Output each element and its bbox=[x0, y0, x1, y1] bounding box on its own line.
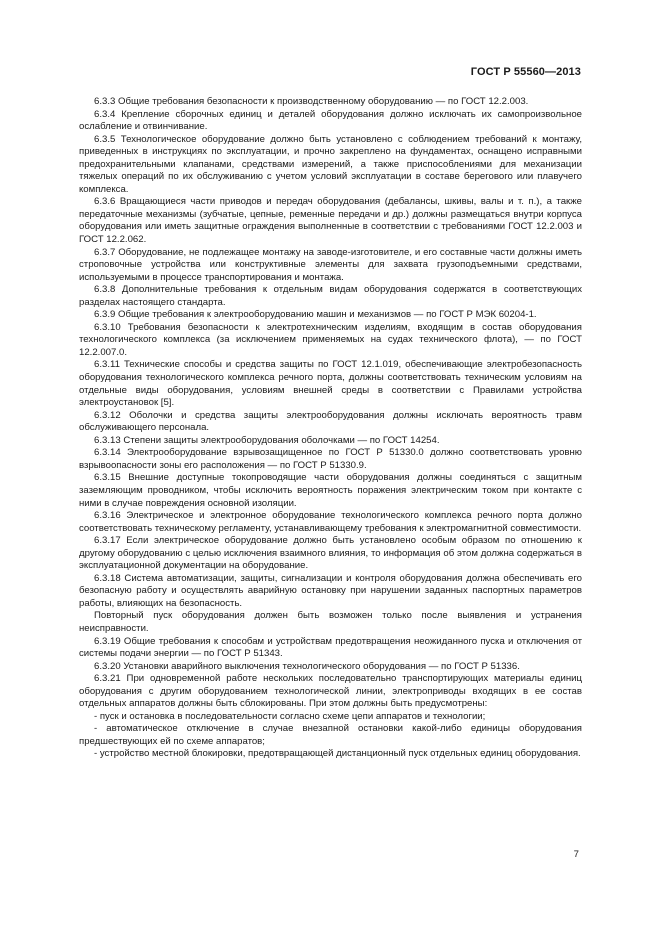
paragraph-6-3-20: 6.3.20 Установки аварийного выключения технологического оборудования — по ГОСТ Р 51336. bbox=[94, 660, 520, 672]
list-item: - автоматическое отключение в случае внезапной остановки какой-либо единицы оборудования предшествующих ей по схеме аппаратов; bbox=[79, 723, 582, 747]
paragraph-6-3-18: 6.3.18 Система автоматизации, защиты, сигнализации и контроля оборудования должна обеспечивать его безопасную работу и осуществлять аварийную остановку при нарушении заданных паспортных параметров работы, влияющих на безопасность. bbox=[79, 572, 582, 609]
paragraph-6-3-6: 6.3.6 Вращающиеся части приводов и передач оборудования (дебалансы, шкивы, валы и т. п.), а также передаточные механизмы (зубчатые, цепные, ременные передачи и др.) должны размещаться внутри корпуса оборудования или иметь защитные ограждения выполненные в соответствии с требованиями ГОСТ 12.2.003 и ГОСТ 12.2.062. bbox=[79, 196, 582, 246]
paragraph-6-3-16: 6.3.16 Электрическое и электронное оборудование технологического комплекса речного порта должно соответствовать техническому регламенту, устанавливающему требования к электромагнитной совместимости. bbox=[79, 510, 582, 534]
paragraph-6-3-3: 6.3.3 Общие требования безопасности к производственному оборудованию — по ГОСТ 12.2.003. bbox=[94, 96, 529, 107]
document-body bbox=[79, 96, 582, 761]
paragraph-6-3-11: 6.3.11 Технические способы и средства защиты по ГОСТ 12.1.019, обеспечивающие электробезопасность оборудования технологического комплекса речного порта, должны соответствовать техническим условиям на отдельные виды оборудования, условиям внешней среды в соответствии с Правилами устройства электроустановок [5]. bbox=[79, 359, 582, 409]
paragraph-6-3-10: 6.3.10 Требования безопасности к электротехническим изделиям, входящим в состав оборудования технологического комплекса (за исключением применяемых на судах технического флота), — по ГОСТ 12.2.007.0. bbox=[79, 321, 582, 358]
paragraph-6-3-19: 6.3.19 Общие требования к способам и устройствам предотвращения неожиданного пуска и отключения от системы подачи энергии — по ГОСТ Р 51343. bbox=[79, 635, 582, 660]
paragraph-6-3-8: 6.3.8 Дополнительные требования к отдельным видам оборудования содержатся в соответствующих разделах настоящего стандарта. bbox=[79, 284, 582, 308]
list-item: - устройство местной блокировки, предотвращающей дистанционный пуск отдельных единиц оборудования. bbox=[94, 748, 581, 760]
paragraph-6-3-4: 6.3.4 Крепление сборочных единиц и деталей оборудования должно исключать их самопроизвольное ослабление и отвинчивание. bbox=[79, 108, 582, 133]
paragraph-6-3-17: 6.3.17 Если электрическое оборудование должно быть установлено особым образом по отношению к другому оборудованию с целью исключения взаимного влияния, то информация об этом должна содержаться в эксплуатационной документации на оборудование. bbox=[79, 535, 582, 572]
paragraph-6-3-7: 6.3.7 Оборудование, не подлежащее монтажу на заводе-изготовителе, и его составные части должны иметь строповочные устройства или конструктивные элементы для захвата грузоподъемными средствами, используемыми в процессе транспортирования и монтажа. bbox=[79, 246, 582, 283]
paragraph-6-3-14: 6.3.14 Электрооборудование взрывозащищенное по ГОСТ Р 51330.0 должно соответствовать уровню взрывоопасности зоны его расположения — по ГОСТ Р 51330.9. bbox=[79, 447, 582, 471]
list-item: - пуск и остановка в последовательности согласно схеме цепи аппаратов и технологии; bbox=[94, 710, 486, 722]
paragraph-6-3-13: 6.3.13 Степени защиты электрооборудования оболочками — по ГОСТ 14254. bbox=[94, 434, 440, 446]
paragraph-restart-note: Повторный пуск оборудования должен быть возможен только после выявления и устранения неисправности. bbox=[79, 610, 582, 634]
paragraph-6-3-15: 6.3.15 Внешние доступные токопроводящие части оборудования должны соединяться с защитным заземляющим проводником, чтобы исключить вероятность поражения электрическим током при контакте с ними в случае повреждения основной изоляции. bbox=[79, 472, 582, 509]
paragraph-6-3-12: 6.3.12 Оболочки и средства защиты электрооборудования должны исключать вероятность травм обслуживающего персонала. bbox=[79, 409, 582, 434]
paragraph-6-3-21: 6.3.21 При одновременной работе нескольких последовательно транспортирующих материалы единиц оборудования с другим оборудованием технологической линии, электроприводы входящих в ее состав отдельных аппаратов должны быть сблокированы. При этом должны быть предусмотрены: bbox=[79, 673, 582, 710]
document-code-header: ГОСТ Р 55560—2013 bbox=[470, 66, 581, 78]
page-number: 7 bbox=[573, 849, 579, 860]
paragraph-6-3-9: 6.3.9 Общие требования к электрооборудованию машин и механизмов — по ГОСТ Р МЭК 60204-1. bbox=[94, 309, 537, 321]
paragraph-6-3-5: 6.3.5 Технологическое оборудование должно быть установлено с соблюдением требований к монтажу, приведенных в инструкциях по эксплуатации, и прочно закреплено на фундаментах, оснащено исправными предохранительными клапанами, средствами измерений, а также приспособлениями для механизации тяжелых операций по их обслуживанию с учетом условий эксплуатации в составе берегового или плавучего комплекса. bbox=[79, 133, 582, 195]
